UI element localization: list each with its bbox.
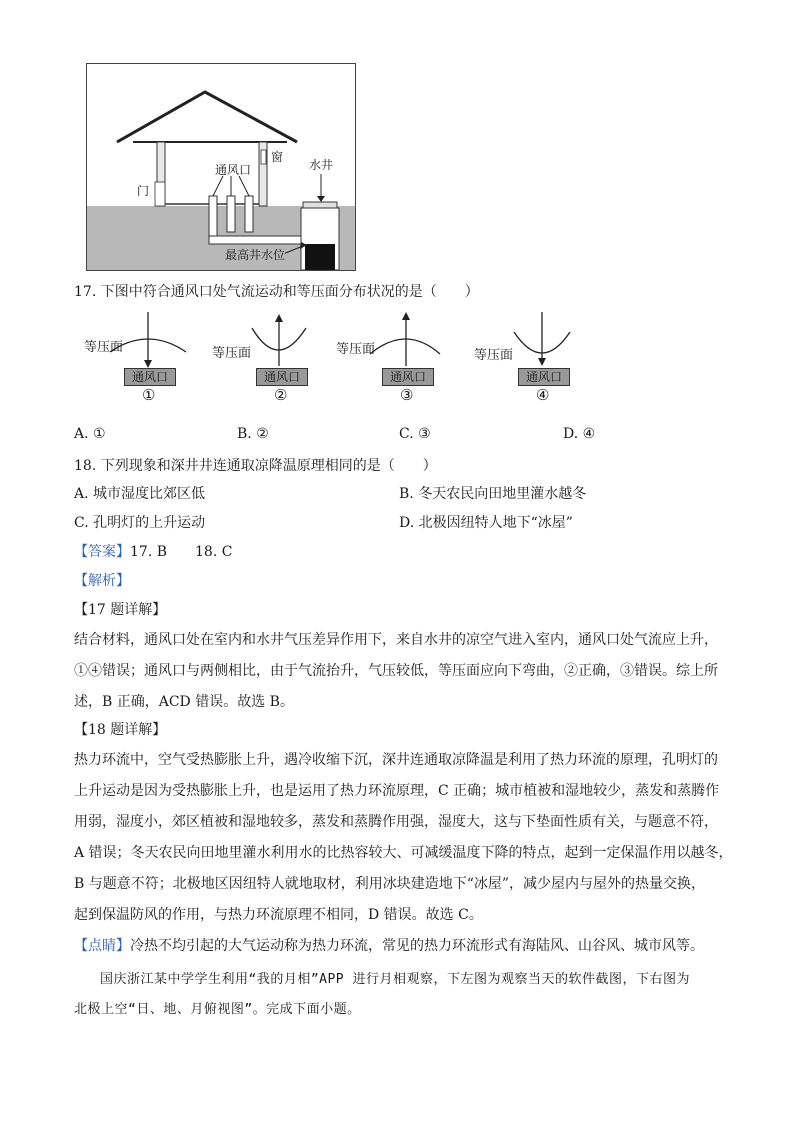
q17-detail-title: 【17 题详解】 [74,602,167,618]
tip-tag: 【点睛】 [74,938,130,954]
q18-detail-line: B 与题意不符；北极地区因纽特人就地取材，利用冰块建造地下“冰屋”，减少屋内与屋外的热量交换， [74,876,706,892]
answer-text: 17. B 18. C [130,544,233,560]
isobar-diagram-1 [80,308,190,404]
house-well-figure [86,63,356,271]
diagram-number: ② [274,386,288,404]
q18-option-b: B. 冬天农民向田地里灌水越冬 [399,486,587,502]
q17-detail-body [74,625,730,718]
vent-box: 通风口 [256,368,308,386]
well-label: 水井 [309,158,334,172]
tip-text: 冷热不均引起的大气运动称为热力环流，常见的热力环流形式有海陆风、山谷风、城市风等。 [130,938,704,954]
q17-option-a: A. ① [74,426,106,442]
analysis-tag: 【解析】 [74,573,130,589]
q18-stem: 18. 下列现象和深井井连通取凉降温原理相同的是（ ） [74,458,437,474]
q18-option-d: D. 北极因纽特人地下“冰屋” [399,515,573,531]
diagram-number: ④ [536,386,550,404]
isobar-diagram-2 [208,308,318,404]
q18-detail-body [74,745,733,931]
isobar-label: 等压面 [84,340,124,355]
q17-stem: 17. 下图中符合通风口处气流运动和等压面分布状况的是（ ） [74,284,479,300]
well-cover [303,202,337,208]
isobar-label: 等压面 [212,346,252,361]
vent-box: 通风口 [518,368,570,386]
q18-detail-line: 上升运动是因为受热膨胀上升，也是运用了热力环流原理，C 正确；城市植被和湿地较少，蒸发和蒸腾作 [74,783,720,799]
window-shape [261,150,266,164]
q18-detail-line: 起到保温防风的作用，与热力环流原理不相同，D 错误。故选 C。 [74,907,483,923]
underground-duct [209,236,301,244]
water-level-label: 最高井水位 [225,248,286,262]
window-label: 窗 [271,150,284,164]
vent-box: 通风口 [382,368,434,386]
q17-detail-line: ①④错误；通风口与两侧相比，由于气流抬升，气压较低，等压面应向下弯曲，②正确，③错误。综上所 [74,663,718,679]
isobar-diagrams [80,308,640,408]
door-shape [155,182,165,206]
roof [117,92,297,142]
isobar-diagram-3 [336,308,446,404]
vent-label: 通风口 [215,163,252,177]
next-intro-line: 国庆浙江某中学学生利用“我的月相”APP 进行月相观察，下左图为观察当天的软件截图，下右图为 [100,972,690,987]
isobar-label: 等压面 [474,348,514,363]
q17-detail-line: 述，B 正确，ACD 错误。故选 B。 [74,694,294,710]
q17-option-d: D. ④ [563,426,596,442]
q17-detail-line: 结合材料，通风口处在室内和水井气压差异作用下，来自水井的凉空气进入室内，通风口处气流应上升， [74,632,718,648]
well-water [305,244,335,270]
isobar-label: 等压面 [336,342,376,357]
diagram-number: ① [142,386,156,404]
answer-line [74,542,232,562]
vent-box: 通风口 [124,368,176,386]
q18-detail-line: 热力环流中，空气受热膨胀上升，遇冷收缩下沉，深井连通取凉降温是利用了热力环流的原理，孔明灯的 [74,752,718,768]
answer-tag: 【答案】 [74,544,130,560]
isobar-diagram-4 [474,308,584,404]
q17-option-c: C. ③ [399,426,431,442]
vent-pipe-2 [227,196,235,232]
q18-option-a: A. 城市湿度比郊区低 [74,486,206,502]
tip-line [74,936,704,956]
q17-option-b: B. ② [237,426,269,442]
q18-detail-line: 用弱，湿度小，郊区植被和湿地较多，蒸发和蒸腾作用强，湿度大，这与下垫面性质有关，与题意不符， [74,814,718,830]
diagram-number: ③ [400,386,414,404]
q18-detail-title: 【18 题详解】 [74,722,167,738]
door-label: 门 [137,184,150,198]
vent-pipe-3 [245,196,253,232]
q18-detail-line: A 错误；冬天农民向田地里灌水利用水的比热容较大、可减缓温度下降的特点，起到一定保温作用以越冬， [74,845,733,861]
q18-option-c: C. 孔明灯的上升运动 [74,515,206,531]
next-intro-line: 北极上空“日、地、月俯视图”。完成下面小题。 [74,1002,361,1017]
